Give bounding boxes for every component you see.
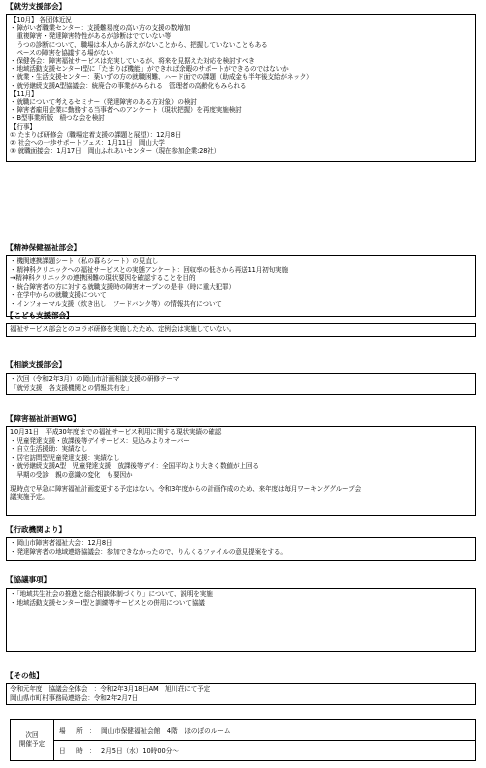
place-key: 場 所 (59, 727, 85, 735)
section-box-keikaku (6, 426, 476, 516)
next-meeting-label (11, 720, 54, 760)
section-title-gyosei: 【行政機関より】 (6, 525, 66, 534)
next-meeting-label-line1: 次回 (25, 731, 39, 739)
section-line: ペースの障害を協議する場がない (10, 48, 113, 57)
section-line: 令和元年度 協議会全体会 ：令和2年3月18日AM 旭川荘にて予定 (10, 685, 211, 693)
section-line: ・B型事業所版 積つな会を検討 (10, 114, 105, 123)
section-box-gyosei (6, 537, 476, 561)
date-value: 2月5日（水）10時00分～ (101, 747, 179, 755)
place-colon: ： (89, 727, 96, 735)
section-line: ・地域活動支援センターⅠ型と訓練等サービスとの併用について協議 (10, 598, 205, 607)
section-line: ・障害者雇用企業に勤務する当事者へのアンケート（現状把握）を再度実施検討 (10, 106, 242, 115)
section-line: ・インフォーマル支援（炊き出し フードバンク等）の情報共有について (10, 299, 222, 308)
section-line: 議実施予定。 (10, 493, 49, 502)
section-line: 【10月】 各団体近況 (10, 16, 72, 24)
date-key: 日 時 (59, 747, 85, 755)
section-line: ③ 就職面接会：1月17日 岡山ふれあいセンター（現在参加企業:28社） (10, 147, 221, 156)
section-line: ・精神科クリニックへの福祉サービスとの実態アンケート：回収率の低さから再送11月初旬実施 (10, 265, 288, 274)
section-line: 【11月】 (10, 89, 38, 98)
section-line: ・障がい者職業センター：支援難易度の高い方の支援の数増加 (10, 24, 191, 33)
section-line: ・居宅訪問型児童発達支援：実績なし (10, 453, 120, 462)
section-line: ・就労継続支援A型協議会：統廃合の事業がみられる 管理者の高齢化もみられる (10, 81, 247, 90)
section-line: ・次回（令和2年3月）の岡山市計画相談支援の研修テーマ (10, 375, 180, 383)
section-line: ・自立生活援助：実績なし (10, 445, 88, 454)
section-title-sodan: 【相談支援部会】 (6, 360, 66, 369)
section-line: ・発達障害者の地域連絡協議会：参加できなかったので、りんくるファイルの意見提案をする。 (10, 547, 287, 556)
section-line: 10月31日 平成30年度までの福祉サービス利用に関する現状実績の確認 (10, 428, 222, 436)
section-title-kyogi: 【協議事項】 (6, 575, 51, 584)
section-line: ・就業・生活支援センター：薬いずの方の就職困難、ハード面での課題（助成金も半年後支給がネック） (10, 73, 313, 82)
section-line: ・児童発達支援・放課後等デイサービス：見込みよりオーバー (10, 436, 190, 445)
section-line: ・統合障害者の方に対する就職支援時の障害オープンの是非（時に重大犯罪） (10, 282, 235, 291)
place-value: 岡山市保健福祉会館 4階 ほのぼのルーム (101, 727, 231, 735)
section-line: ① たまりば研修会（職場定着支援の課題と展望）：12月8日 (10, 130, 182, 139)
next-meeting-date-row (53, 740, 475, 760)
section-line: 早期の受診 親の意識の変化 も要因か (10, 470, 133, 479)
section-line: 現時点で早急に障害福祉計画変更する予定はない。令和3年度からの計画作成のため、来年度は毎月ワーキンググループ会 (10, 484, 362, 493)
next-meeting-place-row (53, 720, 475, 741)
section-box-sodan (6, 373, 476, 395)
section-box-seishin (6, 255, 476, 317)
section-line: うつの診断について、職場は本人から訴えがないことから、把握していないこともある (10, 40, 268, 49)
section-line: 「就労支援 各支援機関との情報共有を」 (10, 383, 133, 392)
section-box-kodomo (6, 323, 476, 337)
section-line: ・在学中からの就職支援について (10, 291, 107, 300)
section-box-shuro (6, 14, 476, 162)
section-box-sonota (6, 683, 476, 705)
section-line: 重複障害・発達障害特性があるが診断はでていない等 (10, 32, 172, 41)
next-meeting-box (10, 719, 476, 761)
section-line: ・地域活動支援センターⅠ型に「たまりば機能」ができれば余暇のサポートができるのではないか (10, 65, 289, 74)
section-line: 福祉サービス部会とのコラボ研修を実施したため、定例会は実施していない。 (10, 325, 236, 333)
section-line: ② 社会への一歩サポートフェス：1月11日 岡山大学 (10, 139, 165, 148)
section-line: ・保健各会：障害福祉サービスは充実しているが、将来を見据えた対応を検討すべき (10, 57, 255, 66)
section-line: 岡山県市町村事務局連絡会：令和2年2月7日 (10, 693, 139, 702)
section-line: →精神科クリニックの連携困難の現状要因を確認することを目的 (10, 274, 196, 283)
section-line: ・「地域共生社会の推進と総合相談体制づくり」について、説明を実施 (10, 590, 213, 598)
date-colon: ： (89, 747, 96, 755)
section-line: ・就職について考えるセミナー（発達障害のある方対象）の検討 (10, 98, 197, 107)
section-line: ・岡山市障害者福祉大会：12月8日 (10, 539, 113, 547)
section-title-keikaku: 【障害福祉計画WG】 (6, 414, 81, 423)
section-title-kodomo: 【こども支援部会】 (6, 311, 74, 320)
section-title-seishin: 【精神保健福祉部会】 (6, 243, 81, 252)
section-title-sonota: 【その他】 (6, 671, 44, 680)
section-box-kyogi (6, 588, 476, 652)
section-title-shuro: 【就労支援部会】 (6, 2, 66, 11)
section-line: ・就労継続支援A型 児童発達支援 放課後等デイ：全国平均より大きく数値が上回る (10, 462, 259, 471)
next-meeting-label-line2: 開催予定 (18, 740, 46, 748)
section-line: ・機関連携課題シート（私の暮らシート）の見直し (10, 257, 159, 265)
section-line: 【行事】 (10, 122, 36, 131)
